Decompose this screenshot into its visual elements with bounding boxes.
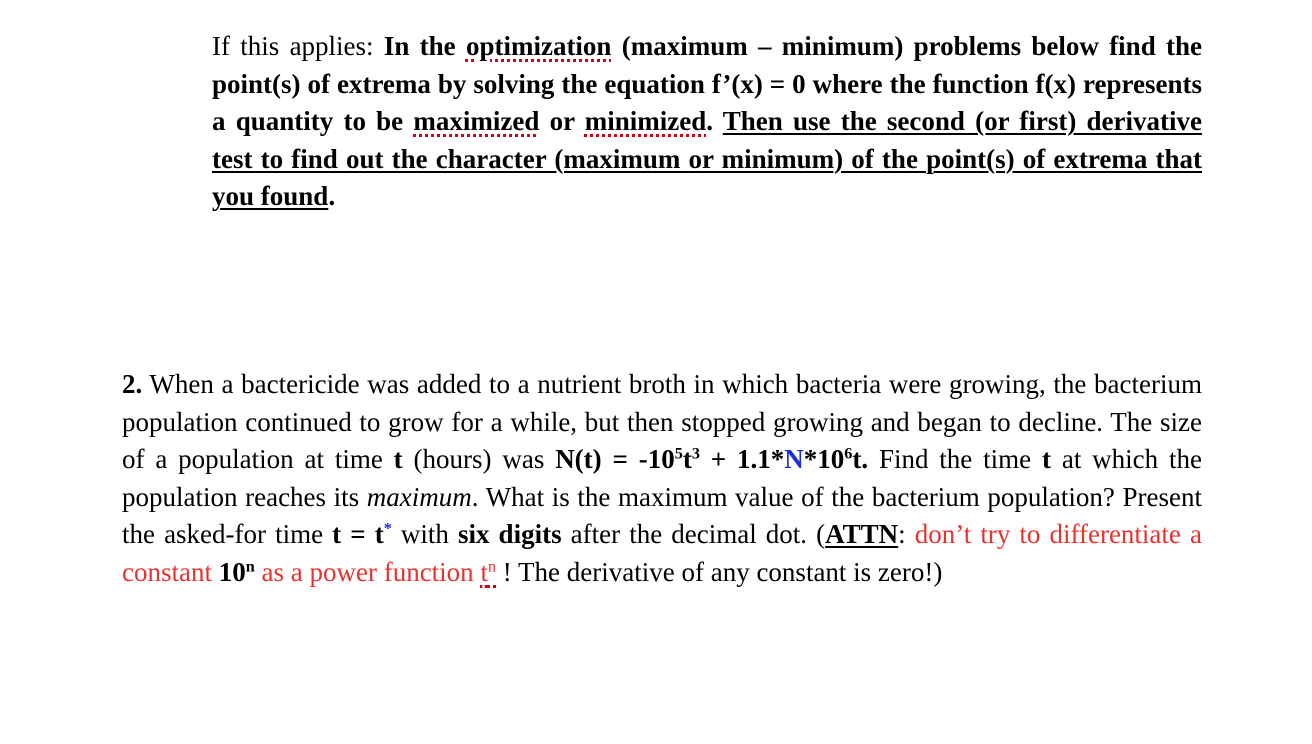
formula-N: N	[784, 444, 804, 474]
instructions-paragraph	[212, 28, 1202, 216]
formula-part-c: + 1.1*	[699, 444, 785, 474]
instructions-text-3: or	[539, 106, 585, 136]
formula-exp-3: 6	[844, 444, 853, 463]
problem-text-9: ! The derivative of any constant is zero!)	[496, 556, 943, 587]
t-power-base: t	[480, 556, 488, 587]
problem-text-6: with	[391, 519, 458, 549]
word-maximum: maximum	[366, 481, 472, 512]
word-maximized: maximized	[413, 106, 540, 136]
problem-text-7: after the decimal dot. (	[561, 519, 826, 549]
instructions-text-1: In the	[383, 31, 466, 61]
formula-exp-1: 5	[674, 444, 683, 463]
problem-text-3: Find the time	[868, 444, 1042, 474]
t-equals-t-star	[332, 519, 392, 549]
formula-part-b: t	[682, 444, 692, 474]
instructions-text-4: .	[706, 106, 723, 136]
instructions-prefix: If this applies:	[212, 31, 384, 61]
ten-base: 10	[218, 556, 246, 587]
ten-power	[219, 557, 255, 587]
word-optimization: optimization	[465, 31, 612, 61]
attn-label: ATTN	[825, 519, 899, 549]
word-minimized: minimized	[584, 106, 707, 136]
formula	[555, 444, 868, 474]
formula-part-a: N(t) = -10	[555, 444, 675, 474]
six-digits: six digits	[457, 519, 562, 549]
attn-red-1: don’t try to differentiate a constant	[122, 519, 1202, 587]
var-t-2: t	[1041, 444, 1051, 474]
t-eq-text: t = t	[332, 519, 384, 549]
problem-text-4: at which the population reaches its	[122, 444, 1202, 512]
ten-exp-n: n	[245, 556, 255, 575]
formula-part-d: *10	[803, 444, 845, 474]
t-power-exp: n	[487, 556, 497, 575]
var-t: t	[393, 444, 403, 474]
problem-text-8: :	[898, 519, 915, 549]
problem-text-5: . What is the maximum value of the bacterium population? Present the asked-for time	[122, 481, 1202, 549]
attn-red-2: as a power function	[254, 556, 481, 587]
problem-text-1: When a bactericide was added to a nutrient broth in which bacteria were growing, the bacterium population continued to grow for a while, but then stopped growing and began to decline. The size of a population at time	[122, 369, 1202, 474]
problem-text-2: (hours) was	[402, 444, 556, 474]
instructions-text-2: (maximum – minimum) problems below find the point(s) of extrema by solving the equation f’(x) = 0 where the function f(x) represents a quantity to be	[212, 31, 1202, 136]
formula-part-e: t.	[852, 444, 869, 474]
instructions-end: .	[328, 181, 336, 211]
instructions-underlined-sentence: Then use the second (or first) derivative test to find out the character (maximum or minimum) of the point(s) of extrema that you found	[212, 106, 1202, 211]
formula-exp-2: 3	[691, 444, 700, 463]
problem-number: 2.	[122, 369, 143, 399]
t-power-n	[480, 557, 496, 587]
t-star: *	[383, 519, 392, 538]
problem-paragraph	[122, 366, 1202, 591]
